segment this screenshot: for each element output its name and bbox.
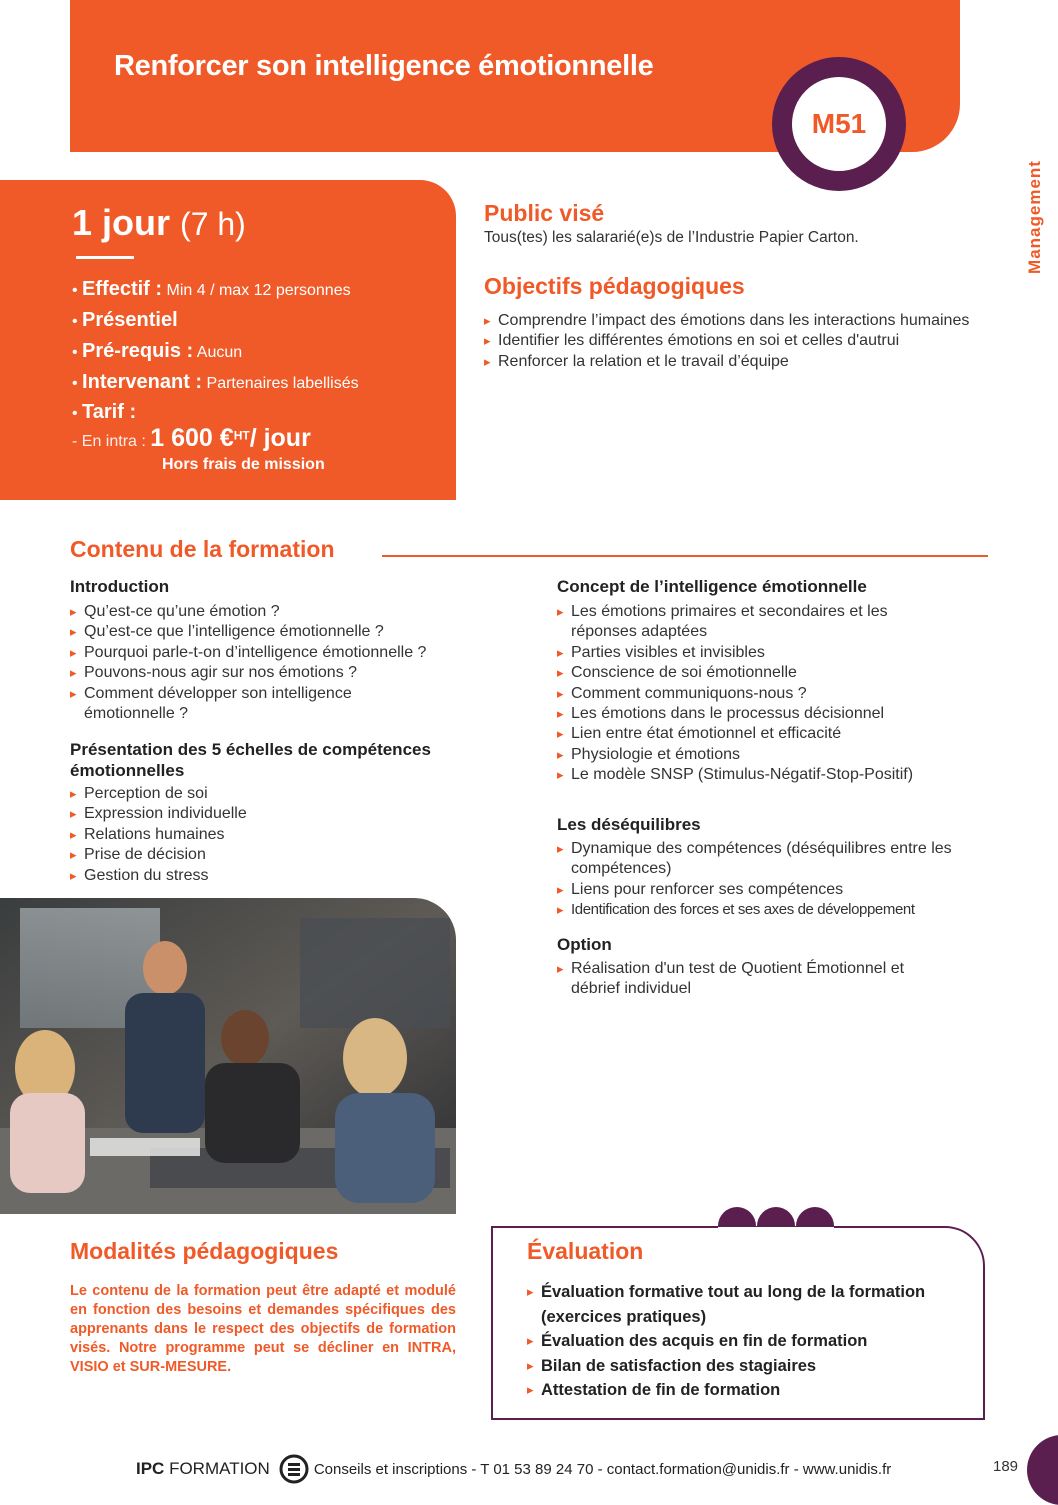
price-sup: HT: [233, 428, 250, 443]
list-item: ▸ Physiologie et émotions: [557, 745, 997, 765]
prerequis-value: Aucun: [196, 344, 243, 361]
divider: [382, 555, 988, 557]
list-item: ▸ Pourquoi parle-t-on d’intelligence émotionnelle ?: [70, 643, 520, 663]
concept-list: [557, 602, 997, 786]
desequilibres-list: [557, 839, 997, 921]
public-title: Public visé: [484, 200, 605, 226]
list-item: ▸ Dynamique des compétences (déséquilibres entre les compétences): [557, 839, 997, 880]
effectif-label: Effectif :: [82, 278, 163, 300]
price-suffix: / jour: [249, 424, 311, 452]
brand-bold: IPC: [136, 1459, 165, 1478]
duration: [72, 202, 246, 244]
list-item: ▸ Gestion du stress: [70, 866, 510, 886]
list-item: ▸ Lien entre état émotionnel et efficacité: [557, 724, 997, 744]
list-item: ▸ Renforcer la relation et le travail d’équipe: [484, 352, 994, 372]
modalites-title: Modalités pédagogiques: [70, 1238, 339, 1264]
list-item: ▸ Évaluation formative tout au long de la formation (exercices pratiques): [527, 1280, 967, 1329]
list-item: ▸ Prise de décision: [70, 845, 510, 865]
evaluation-title: Évaluation: [527, 1238, 644, 1264]
prerequis-label: Pré-requis :: [82, 340, 194, 362]
duration-days: 1 jour: [72, 202, 171, 243]
list-item: ▸ Les émotions dans le processus décisionnel: [557, 704, 997, 724]
tarif-label: Tarif :: [82, 401, 137, 423]
price-line: [72, 424, 311, 453]
objectives-list: [484, 311, 994, 372]
modalites-text: Le contenu de la formation peut être adapté et modulé en fonction des besoins et demandes spécifiques des apprenants dans le respect des objectifs de formation visés. Notre programme peut se décliner en INTRA, VISIO et SUR-MESURE.: [70, 1283, 456, 1375]
decorative-dots: [718, 1205, 834, 1247]
presentation-title: Présentation des 5 échelles de compétences émotionnelles: [70, 740, 431, 780]
price-prefix: - En intra :: [72, 433, 146, 450]
list-item: ▸ Bilan de satisfaction des stagiaires: [527, 1354, 967, 1379]
info-prerequis: • Pré-requis : Aucun: [72, 340, 243, 362]
list-item: ▸ Qu’est-ce que l’intelligence émotionnelle ?: [70, 622, 520, 642]
objectives-title: Objectifs pédagogiques: [484, 273, 745, 299]
list-item: ▸ Comprendre l’impact des émotions dans les interactions humaines: [484, 311, 994, 331]
evaluation-list: [527, 1280, 967, 1403]
presentiel-label: Présentiel: [82, 309, 178, 331]
list-item: ▸ Pouvons-nous agir sur nos émotions ?: [70, 663, 520, 683]
info-presentiel: • Présentiel: [72, 309, 178, 331]
brand: [136, 1459, 270, 1479]
team-meeting-photo: [0, 898, 456, 1214]
page-title: Renforcer son intelligence émotionnelle: [114, 50, 654, 82]
option-title: Option: [557, 935, 612, 954]
intervenant-value: Partenaires labellisés: [206, 375, 359, 392]
info-effectif: • Effectif : Min 4 / max 12 personnes: [72, 278, 351, 300]
list-item: ▸ Les émotions primaires et secondaires et les réponses adaptées: [557, 602, 951, 643]
list-item: ▸ Attestation de fin de formation: [527, 1378, 967, 1403]
corner-decoration: [1027, 1435, 1058, 1505]
page-number: 189: [993, 1458, 1019, 1475]
price-value: 1 600 €: [150, 424, 234, 452]
concept-title: Concept de l’intelligence émotionnelle: [557, 577, 867, 596]
brand-rest: FORMATION: [169, 1459, 270, 1478]
list-item: ▸ Identifier les différentes émotions en soi et celles d'autrui: [484, 331, 994, 351]
category-tab: [1018, 150, 1052, 284]
footer: [136, 1453, 891, 1485]
list-item: ▸ Comment développer son intelligence émotionnelle ?: [70, 684, 414, 725]
list-item: ▸ Conscience de soi émotionnelle: [557, 663, 997, 683]
footer-contact: Conseils et inscriptions - T 01 53 89 24 70 - contact.formation@unidis.fr - www.unidis.fr: [313, 1460, 892, 1478]
list-item: ▸ Liens pour renforcer ses compétences: [557, 880, 997, 900]
list-item: ▸ Qu’est-ce qu’une émotion ?: [70, 602, 520, 622]
list-item: ▸ Évaluation des acquis en fin de formation: [527, 1329, 967, 1354]
list-item: ▸ Réalisation d'un test de Quotient Émotionnel et débrief individuel: [557, 959, 951, 1000]
list-item: ▸ Le modèle SNSP (Stimulus-Négatif-Stop-Positif): [557, 765, 997, 785]
module-code-badge: [772, 57, 906, 191]
public-text: Tous(tes) les salararié(e)s de l’Industrie Papier Carton.: [484, 229, 859, 246]
intro-title: Introduction: [70, 577, 170, 596]
category-label: Management: [1025, 160, 1045, 274]
price-fees: Hors frais de mission: [162, 456, 325, 473]
duration-hours: (7 h): [180, 206, 246, 242]
module-code: M51: [811, 108, 867, 139]
list-item: ▸ Expression individuelle: [70, 804, 510, 824]
list-item: ▸ Identification des forces et ses axes de développement: [557, 900, 997, 920]
info-intervenant: • Intervenant : Partenaires labellisés: [72, 371, 359, 393]
list-item: ▸ Perception de soi: [70, 784, 510, 804]
desequilibres-title: Les déséquilibres: [557, 815, 701, 834]
effectif-value: Min 4 / max 12 personnes: [166, 282, 351, 299]
option-list: [557, 959, 977, 1000]
intervenant-label: Intervenant :: [82, 371, 203, 393]
list-item: ▸ Relations humaines: [70, 825, 510, 845]
info-tarif: • Tarif :: [72, 401, 137, 423]
presentation-list: [70, 784, 510, 886]
duration-underline: [76, 256, 134, 259]
list-item: ▸ Parties visibles et invisibles: [557, 643, 997, 663]
intro-list: [70, 602, 520, 724]
contact-icon: [278, 1453, 310, 1485]
content-title: Contenu de la formation: [70, 536, 335, 562]
list-item: ▸ Comment communiquons-nous ?: [557, 684, 997, 704]
